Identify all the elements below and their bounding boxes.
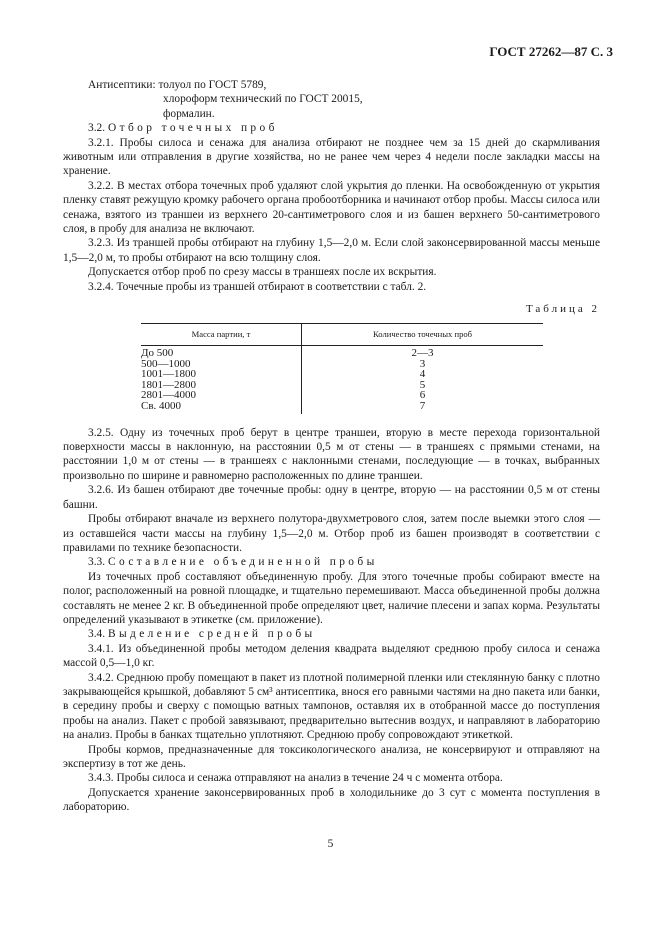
para-3-3: Из точечных проб составляют объединенную пробу. Для этого точечные пробы собирают вместе на полог, расположенный на ровной площадке, и тщательно перемешивают. Масса объединенной пробы должна составлять не менее 2 кг. В объединенной пробе определяют цвет, наличие плесени и запах корма. Результаты определений указывают в этикетке (см. приложение). <box>63 570 600 626</box>
table-row <box>141 359 543 370</box>
section-3-2-heading <box>63 121 600 135</box>
section-number: 3.3. <box>88 556 106 569</box>
para-3-2-6: 3.2.6. Из башен отбирают две точечные пробы: одну в центре, вторую — на расстоянии 0,5 м от стены башни. <box>63 484 600 511</box>
table-row <box>141 390 543 401</box>
section-title: Отбор точечных проб <box>107 122 278 135</box>
section-title: Выделение средней пробы <box>107 628 316 641</box>
table-caption: Таблица 2 <box>525 303 600 316</box>
para-3-4-3: 3.4.3. Пробы силоса и сенажа отправляют на анализ в течение 24 ч с момента отбора. <box>88 772 503 785</box>
antiseptics-line-2: хлороформ технический по ГОСТ 20015, <box>163 93 363 106</box>
section-number: 3.4. <box>88 628 106 641</box>
para-3-2-1: 3.2.1. Пробы силоса и сенажа для анализа отбирают не позднее чем за 15 дней до скармливания животным или отправления в другие хозяйства, но не ранее чем через 4 недели после закладки массы на хранение. <box>63 136 600 178</box>
cell-count: 4 <box>419 368 426 381</box>
cell-count: 5 <box>419 378 426 391</box>
table-row <box>141 380 543 391</box>
cell-count: 2—3 <box>411 347 434 360</box>
para-3-2-2: 3.2.2. В местах отбора точечных проб удаляют слой укрытия до пленки. На освобожденную от укрытия пленку ставят режущую кромку рабочего органа пробоотборника и начинают отбор пробы. Массы силоса или сенажа, взятого из траншеи из верхнего 20-сантиметрового слоя и из башен верхнего 50-сантиметрового слоя, в пробу для анализа не включают. <box>63 179 600 236</box>
cell-mass: До 500 <box>141 346 302 359</box>
cell-mass: Св. 4000 <box>141 401 302 414</box>
table-header-row <box>141 323 543 346</box>
cell-count: 6 <box>419 389 426 402</box>
para-3-4-2-note: Пробы кормов, предназначенные для токсикологического анализа, не консервируют и отправляют на экспертизу в тот же день. <box>63 743 600 770</box>
para-3-2-6-note: Пробы отбирают вначале из верхнего полутора-двухметрового слоя, затем после выемки этого слоя — из оставшейся части массы на глубину 1,5—2,0 м. Отбор проб из башен производят в соответствии с правилами по технике безопасности. <box>63 513 600 554</box>
section-title: Составление объединенной пробы <box>107 556 378 569</box>
cell-count: 3 <box>419 357 426 370</box>
cell-mass: 500—1000 <box>141 359 302 370</box>
section-3-3-heading <box>63 555 600 569</box>
cell-count: 7 <box>419 400 426 413</box>
para-3-2-5: 3.2.5. Одну из точечных проб берут в центре траншеи, вторую в месте перехода горизонтальной поверхности массы в наклонную, на расстоянии 0,5 м от стены — в траншеях с прямыми стенами, на расстоянии 1,0 м от стены — в траншеях с наклонными стенами, последующие — в точках, выбранных произвольно по ширине и равномерно расположенных по длине траншеи. <box>63 426 600 482</box>
column-header-count: Количество точечных проб <box>302 323 544 346</box>
para-3-4-3-note: Допускается хранение законсервированных проб в холодильнике до 3 сут с момента поступления в лабораторию. <box>63 786 600 814</box>
section-number: 3.2. <box>88 122 106 135</box>
table-row <box>141 346 543 359</box>
para-3-4-2: 3.4.2. Среднюю пробу помещают в пакет из плотной полимерной пленки или стеклянную банку с плотно закрывающейся крышкой, добавляют 5 см³ антисептика, внося его равными частями на дно пакета или банки, в середину пробы и сверху с помощью ватных тампонов, оставляя их в отобранной массе до поступления пробы на анализ. Пакет с пробой завязывают, предварительно вытеснив воздух, и направляют в лабораторию на анализ. Пробы в банках тщательно уплотняют. Среднюю пробу сопровождают этикеткой. <box>63 671 600 742</box>
cell-mass: 1801—2800 <box>141 380 302 391</box>
table-row <box>141 401 543 414</box>
column-header-mass: Масса партии, т <box>141 323 302 346</box>
document-body <box>63 78 600 815</box>
para-3-2-3: 3.2.3. Из траншей пробы отбирают на глубину 1,5—2,0 м. Если слой законсервированной массы меньше 1,5—2,0 м, то пробы отбирают на всю толщину слоя. <box>63 237 600 264</box>
antiseptics-line-1: Антисептики: толуол по ГОСТ 5789, <box>88 79 267 91</box>
para-3-4-1: 3.4.1. Из объединенной пробы методом деления квадрата выделяют среднюю пробу силоса и сенажа массой 0,5—1,0 кг. <box>63 642 600 670</box>
page-number: 5 <box>327 838 334 850</box>
para-3-2-3-note: Допускается отбор проб по срезу массы в траншеях после их вскрытия. <box>88 266 437 279</box>
cell-mass: 2801—4000 <box>141 390 302 401</box>
table-row <box>141 369 543 380</box>
antiseptics-line-3: формалин. <box>163 107 215 120</box>
cell-mass: 1001—1800 <box>141 369 302 380</box>
page-header: ГОСТ 27262—87 С. 3 <box>489 44 613 59</box>
table-2 <box>141 323 543 414</box>
section-3-4-heading <box>63 627 600 641</box>
para-3-2-4: 3.2.4. Точечные пробы из траншей отбирают в соответствии с табл. 2. <box>88 280 427 293</box>
